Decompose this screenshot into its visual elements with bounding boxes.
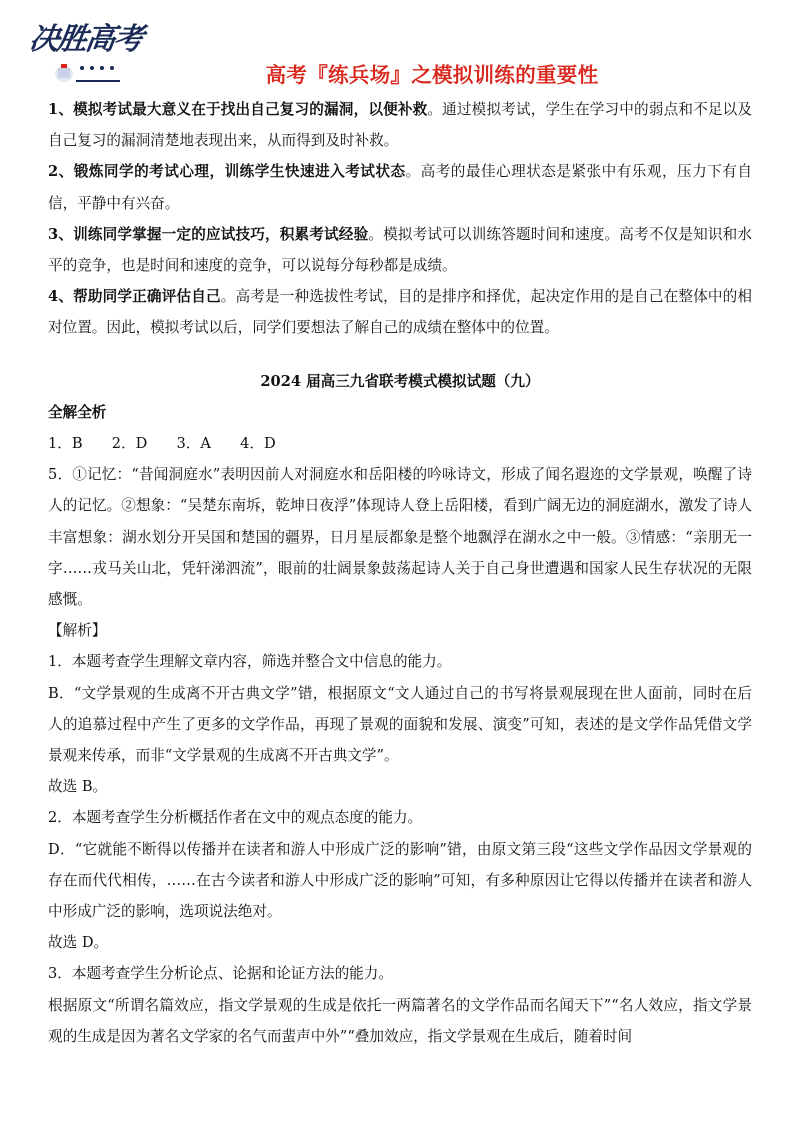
promo-title: 高考『练兵场』之模拟训练的重要性 <box>265 63 599 87</box>
promo-item-number: 3、 <box>48 225 74 243</box>
analysis-paragraph: 2．本题考查学生分析概括作者在文中的观点态度的能力。 <box>48 809 423 827</box>
analysis-paragraph: 3．本题考查学生分析论点、论据和论证方法的能力。 <box>48 965 393 983</box>
section-heading: 全解全析 <box>48 403 107 421</box>
promo-item-heading: 帮助同学正确评估自己 <box>73 288 221 306</box>
promo-item <box>48 219 752 281</box>
analysis-label: 【解析】 <box>48 622 107 640</box>
promo-item-number: 1、 <box>48 101 74 118</box>
promo-item-number: 2、 <box>48 163 74 181</box>
analysis-paragraph: D．“它就能不断得以传播并在读者和游人中形成广泛的影响”错，由原文第三段“这些文学作品因文学景观的存在而代代相传，……在古今读者和游人中形成广泛的影响”可知，有多种原因让它得以传播并在读者和游人中形成广泛的影响，选项说法绝对。 <box>48 840 752 921</box>
analysis-paragraph: 故选 D。 <box>48 934 109 952</box>
answer-key: 1．B 2．D 3．A 4．D <box>48 435 276 453</box>
analysis-paragraph: 1．本题考查学生理解文章内容，筛选并整合文中信息的能力。 <box>48 653 452 671</box>
promo-item <box>48 156 752 218</box>
promo-item-text: 。高考是一种选拔性考试，目的是排序和择优，起决定作用的是自己在整体中的相对位置。因此，模拟考试以后，同学们要想法了解自己的成绩在整体中的位置。 <box>48 288 752 337</box>
promo-item-text: 。高考的最佳心理状态是紧张中有乐观，压力下有自信，平静中有兴奋。 <box>48 163 752 212</box>
analysis-paragraph: 根据原文“所谓名篇效应，指文学景观的生成是依托一两篇著名的文学作品而名闻天下”“名人效应，指文学景观的生成是因为著名文学家的名气而蜚声中外”“叠加效应，指文学景观在生成后，随着时间 <box>48 996 752 1045</box>
analysis-paragraph: 故选 B。 <box>48 778 108 796</box>
promo-item-heading: 锻炼同学的考试心理，训练学生快速进入考试状态 <box>73 163 406 181</box>
exam-title: 2024 届高三九省联考模式模拟试题（九） <box>260 372 540 390</box>
logo-text: 决胜高考 <box>27 22 144 57</box>
document-body <box>48 94 752 1052</box>
promo-item <box>48 94 752 156</box>
promo-item-text: 。通过模拟考试，学生在学习中的弱点和不足以及自己复习的漏洞清楚地表现出来，从而得到及时补救。 <box>48 101 752 150</box>
promo-item-heading: 训练同学掌握一定的应试技巧，积累考试经验 <box>73 225 369 243</box>
promo-item-number: 4、 <box>48 288 74 306</box>
question-5-answer: 5．①记忆：“昔闻洞庭水”表明因前人对洞庭水和岳阳楼的吟咏诗文，形成了闻名遐迩的文学景观，唤醒了诗人的记忆。②想象：“吴楚东南坼，乾坤日夜浮”体现诗人登上岳阳楼，看到广阔无边的洞庭湖水，激发了诗人丰富想象：湖水划分开吴国和楚国的疆界，日月星辰都象是整个地飘浮在湖水之中一般。③情感：“亲朋无一字……戎马关山北，凭轩涕泗流”，眼前的壮阔景象鼓荡起诗人关于自己身世遭遇和国家人民生存状况的无限感慨。 <box>48 466 752 609</box>
promo-list <box>48 94 752 344</box>
analysis-paragraph: B．“文学景观的生成离不开古典文学”错，根据原文“文人通过自己的书写将景观展现在世人面前，同时在后人的追慕过程中产生了更多的文学作品，再现了景观的面貌和发展、演变”可知，表述的是文学作品凭借文学景观来传承，而非“文学景观的生成离不开古典文学”。 <box>48 684 752 765</box>
promo-item-text: 。模拟考试可以训练答题时间和速度。高考不仅是知识和水平的竞争，也是时间和速度的竞争，可以说每分每秒都是成绩。 <box>48 225 752 275</box>
promo-item-heading: 模拟考试最大意义在于找出自己复习的漏洞，以便补救 <box>73 101 428 118</box>
promo-item <box>48 281 752 343</box>
